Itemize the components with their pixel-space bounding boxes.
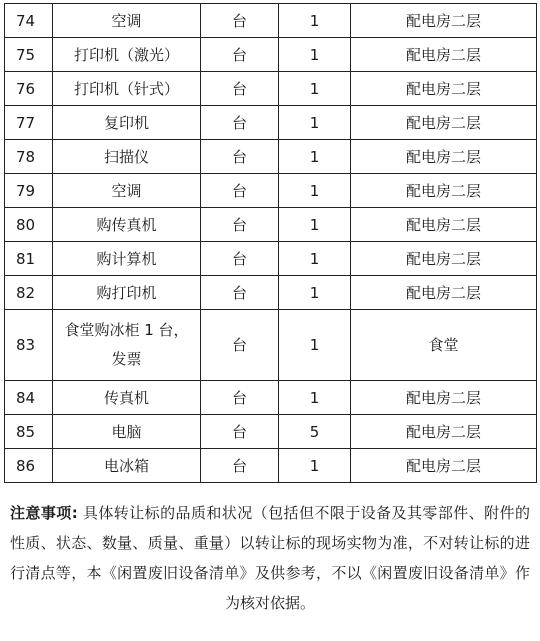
quantity-cell: 1 xyxy=(279,449,351,483)
location-cell: 配电房二层 xyxy=(351,381,537,415)
item-number-cell: 77 xyxy=(5,106,53,140)
quantity-cell: 1 xyxy=(279,72,351,106)
item-name-cell: 扫描仪 xyxy=(53,140,201,174)
quantity-cell: 5 xyxy=(279,415,351,449)
table-row xyxy=(5,415,537,449)
table-row xyxy=(5,381,537,415)
unit-cell: 台 xyxy=(201,38,279,72)
quantity-cell: 1 xyxy=(279,106,351,140)
item-name-cell: 复印机 xyxy=(53,106,201,140)
notice-text xyxy=(10,498,530,618)
item-number-cell: 81 xyxy=(5,242,53,276)
table-row xyxy=(5,72,537,106)
item-number-cell: 83 xyxy=(5,310,53,381)
item-name-cell: 传真机 xyxy=(53,381,201,415)
location-cell: 配电房二层 xyxy=(351,174,537,208)
table-row xyxy=(5,208,537,242)
location-cell: 配电房二层 xyxy=(351,208,537,242)
item-number-cell: 85 xyxy=(5,415,53,449)
unit-cell: 台 xyxy=(201,140,279,174)
unit-cell: 台 xyxy=(201,449,279,483)
unit-cell: 台 xyxy=(201,242,279,276)
quantity-cell: 1 xyxy=(279,276,351,310)
notice-paragraph xyxy=(10,498,530,618)
item-name-cell: 购传真机 xyxy=(53,208,201,242)
item-number-cell: 86 xyxy=(5,449,53,483)
item-number-cell: 78 xyxy=(5,140,53,174)
item-name-cell: 打印机（激光） xyxy=(53,38,201,72)
item-name-cell: 打印机（针式） xyxy=(53,72,201,106)
item-number-cell: 74 xyxy=(5,4,53,38)
unit-cell: 台 xyxy=(201,276,279,310)
location-cell: 配电房二层 xyxy=(351,72,537,106)
item-number-cell: 84 xyxy=(5,381,53,415)
quantity-cell: 1 xyxy=(279,242,351,276)
quantity-cell: 1 xyxy=(279,174,351,208)
quantity-cell: 1 xyxy=(279,208,351,242)
quantity-cell: 1 xyxy=(279,140,351,174)
location-cell: 配电房二层 xyxy=(351,242,537,276)
table-row xyxy=(5,310,537,381)
item-number-cell: 76 xyxy=(5,72,53,106)
item-number-cell: 80 xyxy=(5,208,53,242)
location-cell: 配电房二层 xyxy=(351,106,537,140)
notice-body: 具体转让标的品质和状况（包括但不限于设备及其零部件、附件的性质、状态、数量、质量、重量）以转让标的现场实物为准，不对转让标的进行清点等，本《闲置废旧设备清单》及供参考，不以《闲置废旧设备清单》作为核对依据。 xyxy=(10,504,531,612)
table-row xyxy=(5,174,537,208)
unit-cell: 台 xyxy=(201,72,279,106)
notice-label: 注意事项: xyxy=(10,504,78,522)
unit-cell: 台 xyxy=(201,174,279,208)
table-row xyxy=(5,242,537,276)
equipment-table xyxy=(4,3,537,483)
unit-cell: 台 xyxy=(201,310,279,381)
location-cell: 配电房二层 xyxy=(351,140,537,174)
item-number-cell: 82 xyxy=(5,276,53,310)
table-row xyxy=(5,449,537,483)
location-cell: 配电房二层 xyxy=(351,276,537,310)
location-cell: 食堂 xyxy=(351,310,537,381)
table-row xyxy=(5,106,537,140)
item-name-cell: 电脑 xyxy=(53,415,201,449)
item-name-cell: 空调 xyxy=(53,4,201,38)
unit-cell: 台 xyxy=(201,208,279,242)
item-number-cell: 75 xyxy=(5,38,53,72)
equipment-table-body xyxy=(5,4,537,483)
quantity-cell: 1 xyxy=(279,310,351,381)
location-cell: 配电房二层 xyxy=(351,4,537,38)
item-name-cell: 购打印机 xyxy=(53,276,201,310)
unit-cell: 台 xyxy=(201,415,279,449)
quantity-cell: 1 xyxy=(279,38,351,72)
location-cell: 配电房二层 xyxy=(351,38,537,72)
table-row xyxy=(5,140,537,174)
item-name-cell: 电冰箱 xyxy=(53,449,201,483)
unit-cell: 台 xyxy=(201,4,279,38)
item-name-cell: 购计算机 xyxy=(53,242,201,276)
unit-cell: 台 xyxy=(201,106,279,140)
location-cell: 配电房二层 xyxy=(351,415,537,449)
table-row xyxy=(5,276,537,310)
item-name-cell: 食堂购冰柜 1 台， 发票 xyxy=(53,310,201,381)
item-number-cell: 79 xyxy=(5,174,53,208)
unit-cell: 台 xyxy=(201,381,279,415)
table-row xyxy=(5,38,537,72)
table-row xyxy=(5,4,537,38)
quantity-cell: 1 xyxy=(279,381,351,415)
location-cell: 配电房二层 xyxy=(351,449,537,483)
item-name-cell: 空调 xyxy=(53,174,201,208)
quantity-cell: 1 xyxy=(279,4,351,38)
